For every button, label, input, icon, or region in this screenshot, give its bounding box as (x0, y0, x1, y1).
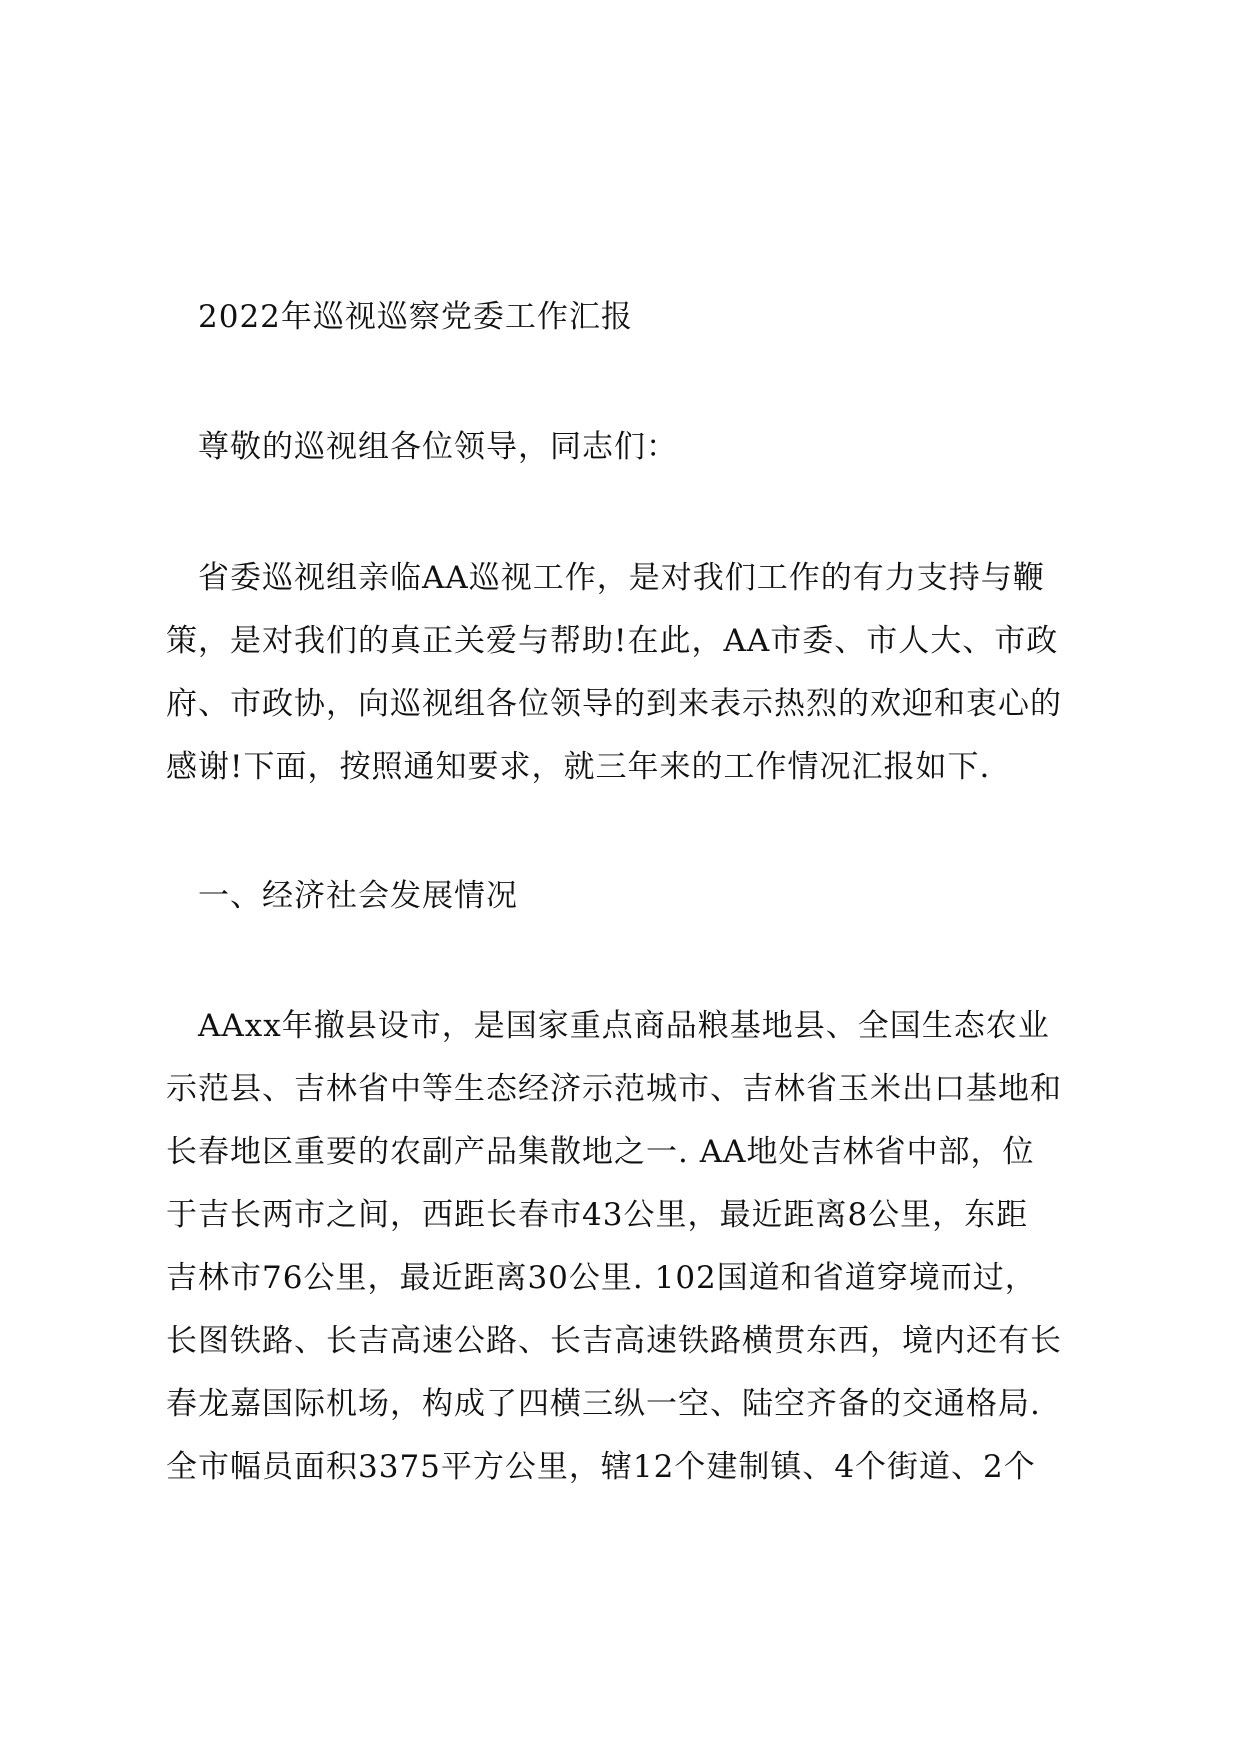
section-heading (166, 865, 1096, 928)
paragraph-line: 长春地区重要的农副产品集散地之一. AA地处吉林省中部，位 (166, 1134, 1035, 1170)
paragraph-line: 省委巡视组亲临AA巡视工作，是对我们工作的有力支持与鞭 (198, 560, 1045, 596)
paragraph-line: AAxx年撤县设市，是国家重点商品粮基地县、全国生态农业 (198, 1008, 1050, 1044)
salutation (166, 416, 1096, 479)
salutation-text: 尊敬的巡视组各位领导，同志们： (198, 429, 678, 465)
paragraph-line: 长图铁路、长吉高速公路、长吉高速铁路横贯东西，境内还有长 (166, 1323, 1062, 1359)
paragraph-line: 春龙嘉国际机场，构成了四横三纵一空、陆空齐备的交通格局. (166, 1386, 1041, 1422)
paragraph-line: 于吉长两市之间，西距长春市43公里，最近距离8公里，东距 (166, 1197, 1029, 1233)
paragraph-line: 吉林市76公里，最近距离30公里. 102国道和省道穿境而过， (166, 1260, 1037, 1296)
document-title (166, 286, 1096, 349)
paragraph-line: 示范县、吉林省中等生态经济示范城市、吉林省玉米出口基地和 (166, 1071, 1062, 1107)
title-text: 2022年巡视巡察党委工作汇报 (198, 299, 633, 335)
section-heading-text: 一、经济社会发展情况 (198, 878, 518, 914)
section-paragraph (166, 995, 1096, 1499)
paragraph-line: 府、市政协，向巡视组各位领导的到来表示热烈的欢迎和衷心的 (166, 686, 1062, 722)
paragraph-line: 全市幅员面积3375平方公里，辖12个建制镇、4个街道、2个 (166, 1449, 1036, 1485)
paragraph-line: 感谢!下面，按照通知要求，就三年来的工作情况汇报如下. (166, 749, 991, 785)
intro-paragraph (166, 547, 1096, 799)
paragraph-line: 策，是对我们的真正关爱与帮助!在此，AA市委、市人大、市政 (166, 623, 1059, 659)
